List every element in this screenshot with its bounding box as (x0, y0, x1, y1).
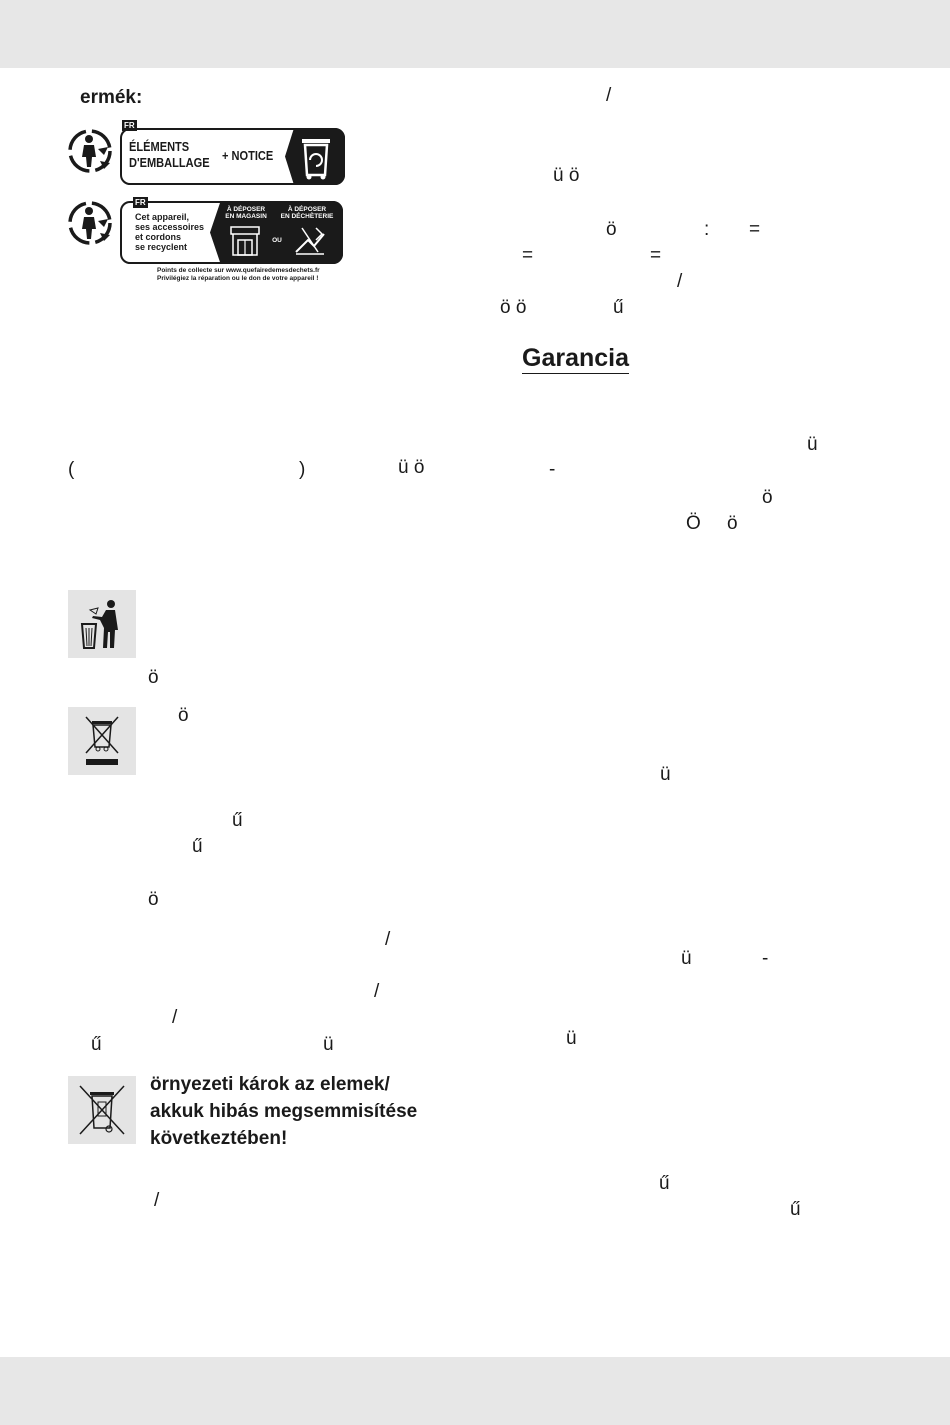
fragment-text: - (549, 459, 556, 480)
packaging-notice: + NOTICE (222, 148, 274, 163)
shop-icon (228, 224, 262, 258)
fragment-text: ö ö (500, 297, 527, 318)
fragment-text: = (749, 219, 761, 240)
collection-note: Points de collecte sur www.quefairedemesdechets.fr (157, 267, 320, 274)
fragment-text: ű (91, 1034, 102, 1055)
fragment-text: ű (659, 1173, 670, 1194)
recycle-bin-icon (298, 133, 334, 181)
repair-note: Privilégiez la réparation ou le don de votre appareil ! (157, 275, 319, 282)
fragment-text: / (677, 271, 683, 292)
product-label: ermék: (80, 87, 143, 108)
fragment-text: ü (807, 434, 818, 455)
crossed-bin-icon (68, 707, 136, 775)
battery-warning-line1: örnyezeti károk az elemek/ (150, 1074, 390, 1095)
litter-icon-box (68, 590, 136, 658)
fr-badge: FR (135, 198, 146, 207)
triman-icon (66, 127, 118, 177)
device-text: Cet appareil, ses accessoires et cordons se recyclent (135, 212, 205, 252)
drop-center-label: À DÉPOSER EN DÉCHÈTERIE (280, 206, 334, 221)
battery-warning-line2: akkuk hibás megsemmisítése (150, 1101, 418, 1122)
person-bin-icon (68, 590, 136, 658)
fragment-text: ű (192, 836, 203, 857)
drop-store-label: À DÉPOSER EN MAGASIN (225, 206, 267, 221)
fragment-text: ö (148, 667, 159, 688)
garancia-heading: Garancia (522, 344, 630, 372)
weee-icon-box (68, 707, 136, 775)
fragment-text: / (606, 85, 612, 106)
packaging-line2: D'EMBALLAGE (129, 155, 210, 170)
fragment-text: ü ö (553, 165, 580, 186)
fragment-text: / (374, 981, 380, 1002)
fr-badge: FR (124, 121, 135, 130)
fragment-text: : (704, 219, 710, 240)
fragment-paren-close: ) (299, 459, 306, 480)
fragment-text: ű (790, 1199, 801, 1220)
fragment-text: ö (606, 219, 617, 240)
fragment-text: ü (323, 1034, 334, 1055)
bottom-band (0, 1357, 950, 1425)
fragment-text: ü ö (398, 457, 425, 478)
or-label: OU (272, 237, 282, 244)
crossed-battery-bin-icon (68, 1076, 136, 1144)
fragment-text: ö (762, 487, 773, 508)
triman-icon (66, 199, 118, 249)
fragment-text: ö (178, 705, 189, 726)
fragment-paren-open: ( (68, 459, 75, 480)
fragment-text: ü (660, 764, 671, 785)
top-band (0, 0, 950, 68)
battery-weee-icon-box (68, 1076, 136, 1144)
fragment-text: ü (566, 1028, 577, 1049)
fragment-text: - (762, 948, 769, 969)
fragment-text: / (385, 929, 391, 950)
packaging-line1: ÉLÉMENTS (129, 139, 190, 154)
fragment-text: ü (681, 948, 692, 969)
fragment-text: / (172, 1007, 178, 1028)
fragment-text: ö (148, 889, 159, 910)
fragment-text: ű (613, 297, 624, 318)
fragment-text: / (154, 1190, 160, 1211)
battery-warning-line3: következtében! (150, 1128, 288, 1149)
fragment-text: ö (727, 513, 738, 534)
fragment-text: Ö (686, 513, 701, 534)
dechetterie-icon (292, 222, 328, 258)
fragment-text: ű (232, 810, 243, 831)
fragment-text: = (650, 245, 662, 266)
fragment-text: = (522, 245, 534, 266)
